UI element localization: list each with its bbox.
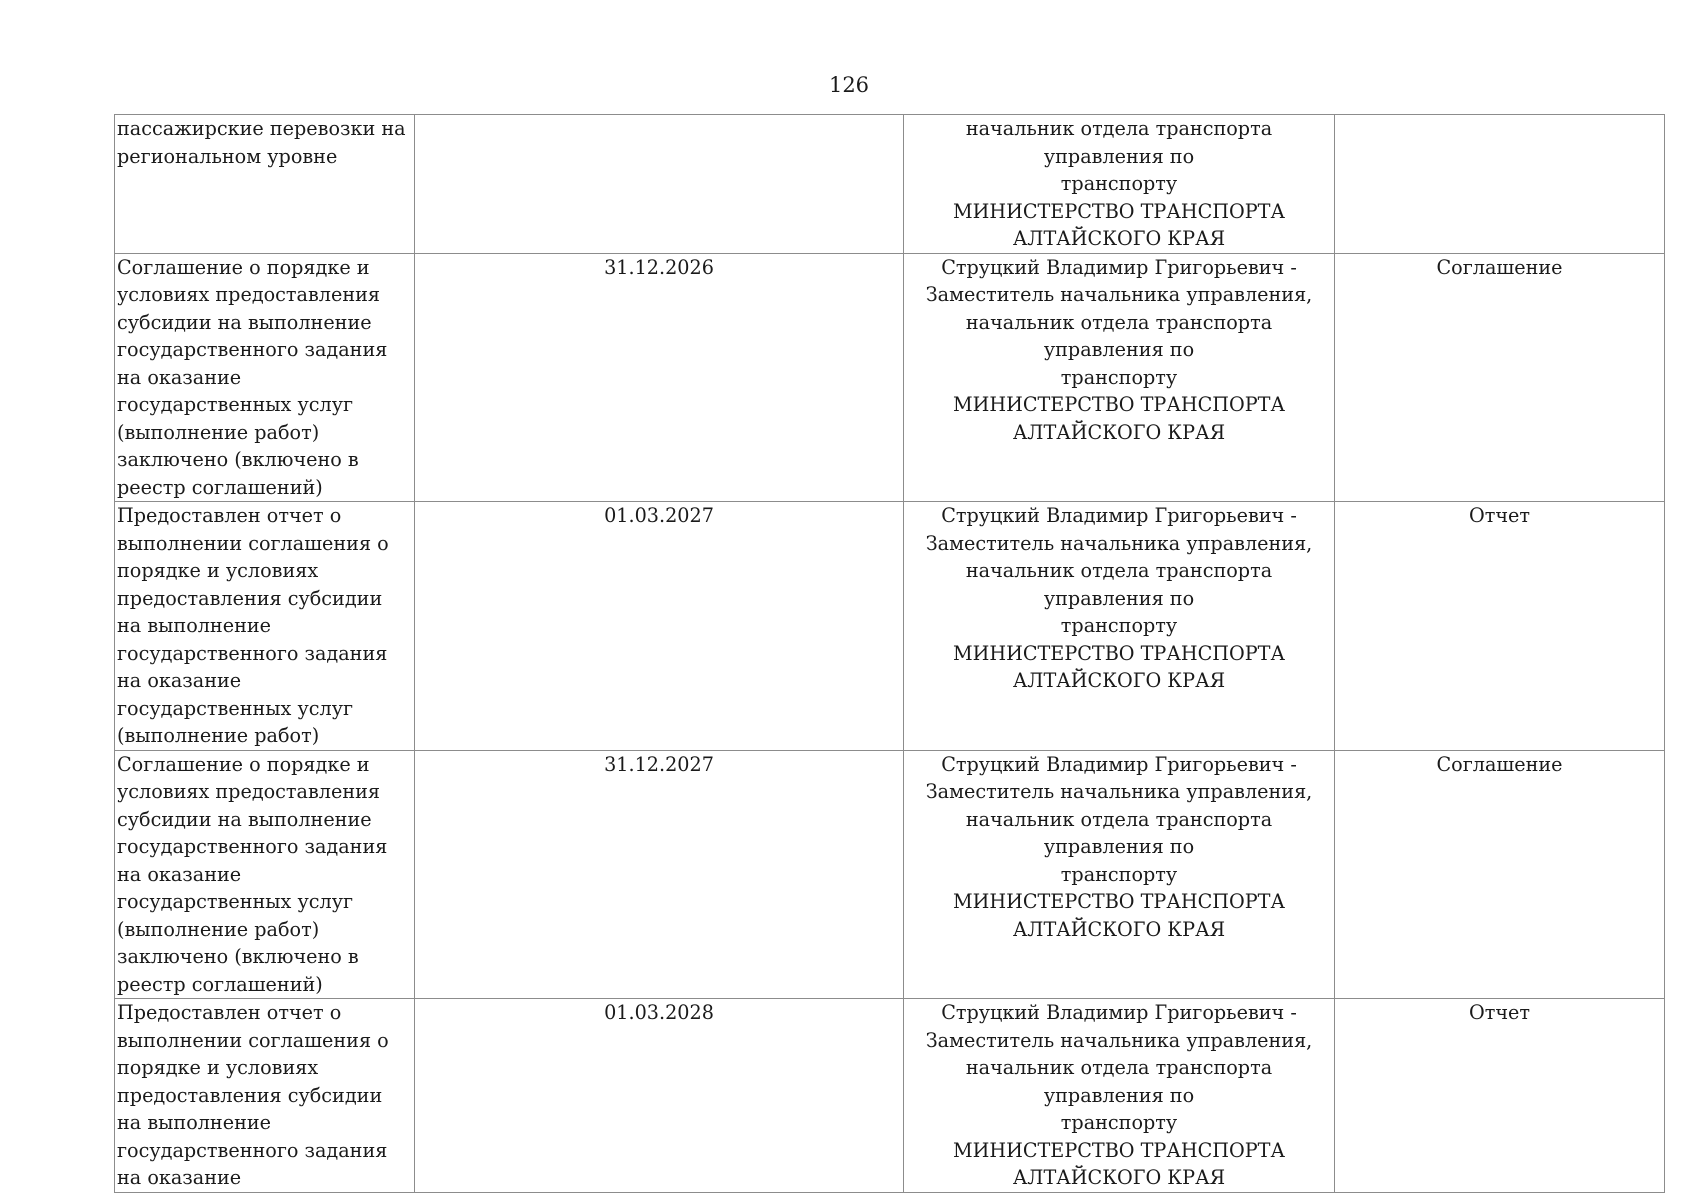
cell-document-type: Отчет — [1335, 999, 1665, 1193]
table-row — [115, 253, 1665, 502]
responsible-position-line: начальник отдела транспорта управления по — [965, 117, 1273, 168]
responsible-position-line: начальник отдела транспорта управления по — [965, 310, 1273, 361]
cell-date: 01.03.2027 — [415, 502, 904, 751]
cell-responsible — [904, 999, 1335, 1193]
responsible-position-line: транспорту — [1060, 862, 1178, 886]
responsible-organization-line: АЛТАЙСКОГО КРАЯ — [1012, 917, 1226, 941]
responsible-position-line: Заместитель начальника управления, — [925, 1028, 1313, 1052]
cell-description: Предоставлен отчет о выполнении соглашения о порядке и условиях предоставления субсидии на выполнение государственного задания на оказание — [115, 999, 415, 1193]
table-row — [115, 999, 1665, 1193]
cell-responsible — [904, 750, 1335, 999]
table-row — [115, 115, 1665, 254]
cell-document-type: Отчет — [1335, 502, 1665, 751]
responsible-position-line: транспорту — [1060, 172, 1178, 195]
responsible-position-line: транспорту — [1060, 365, 1178, 389]
responsible-organization-line: МИНИСТЕРСТВО ТРАНСПОРТА — [952, 199, 1285, 223]
responsible-person: Струцкий Владимир Григорьевич - — [941, 1001, 1297, 1024]
responsible-organization-line: МИНИСТЕРСТВО ТРАНСПОРТА — [952, 890, 1285, 913]
cell-document-type: Соглашение — [1335, 253, 1665, 502]
responsible-organization-line: АЛТАЙСКОГО КРАЯ — [1012, 669, 1226, 692]
cell-document-type — [1335, 115, 1665, 254]
responsible-person: Струцкий Владимир Григорьевич - — [941, 504, 1297, 527]
responsible-organization-line: АЛТАЙСКОГО КРАЯ — [1012, 227, 1226, 250]
page-number: 126 — [828, 73, 870, 97]
responsible-position-line: начальник отдела транспорта управления по — [965, 559, 1273, 610]
cell-description: Соглашение о порядке и условиях предоставления субсидии на выполнение государственного задания на оказание государственных услуг (выполнение работ) заключено (включено в реестр соглашений) — [115, 253, 415, 502]
responsible-organization-line: МИНИСТЕРСТВО ТРАНСПОРТА — [952, 1138, 1285, 1162]
cell-date: 31.12.2027 — [415, 750, 904, 999]
cell-document-type: Соглашение — [1335, 750, 1665, 999]
cell-date — [415, 115, 904, 254]
responsible-position-line: начальник отдела транспорта управления по — [965, 807, 1273, 858]
control-points-table — [114, 114, 1665, 1193]
cell-responsible — [904, 115, 1335, 254]
responsible-position-line: Заместитель начальника управления, — [925, 780, 1313, 803]
table-row — [115, 502, 1665, 751]
responsible-position-line: Заместитель начальника управления, — [925, 283, 1313, 306]
responsible-position-line: Заместитель начальника управления, — [925, 531, 1313, 555]
cell-responsible — [904, 253, 1335, 502]
responsible-organization-line: МИНИСТЕРСТВО ТРАНСПОРТА — [952, 641, 1285, 665]
cell-responsible — [904, 502, 1335, 751]
responsible-person: Струцкий Владимир Григорьевич - — [941, 255, 1297, 279]
responsible-organization-line: МИНИСТЕРСТВО ТРАНСПОРТА — [952, 393, 1285, 416]
responsible-person: Струцкий Владимир Григорьевич - — [941, 752, 1297, 776]
cell-description: пассажирские перевозки на региональном уровне — [115, 115, 415, 254]
table-body — [115, 115, 1665, 1193]
responsible-organization-line: АЛТАЙСКОГО КРАЯ — [1012, 1166, 1226, 1189]
cell-date: 01.03.2028 — [415, 999, 904, 1193]
responsible-position-line: транспорту — [1060, 1111, 1178, 1134]
table-row — [115, 750, 1665, 999]
responsible-position-line: транспорту — [1060, 614, 1178, 637]
cell-description: Предоставлен отчет о выполнении соглашения о порядке и условиях предоставления субсидии на выполнение государственного задания на оказание государственных услуг (выполнение работ) — [115, 502, 415, 751]
responsible-organization-line: АЛТАЙСКОГО КРАЯ — [1012, 420, 1226, 444]
cell-description: Соглашение о порядке и условиях предоставления субсидии на выполнение государственного задания на оказание государственных услуг (выполнение работ) заключено (включено в реестр соглашений) — [115, 750, 415, 999]
responsible-position-line: начальник отдела транспорта управления по — [965, 1056, 1273, 1107]
cell-date: 31.12.2026 — [415, 253, 904, 502]
